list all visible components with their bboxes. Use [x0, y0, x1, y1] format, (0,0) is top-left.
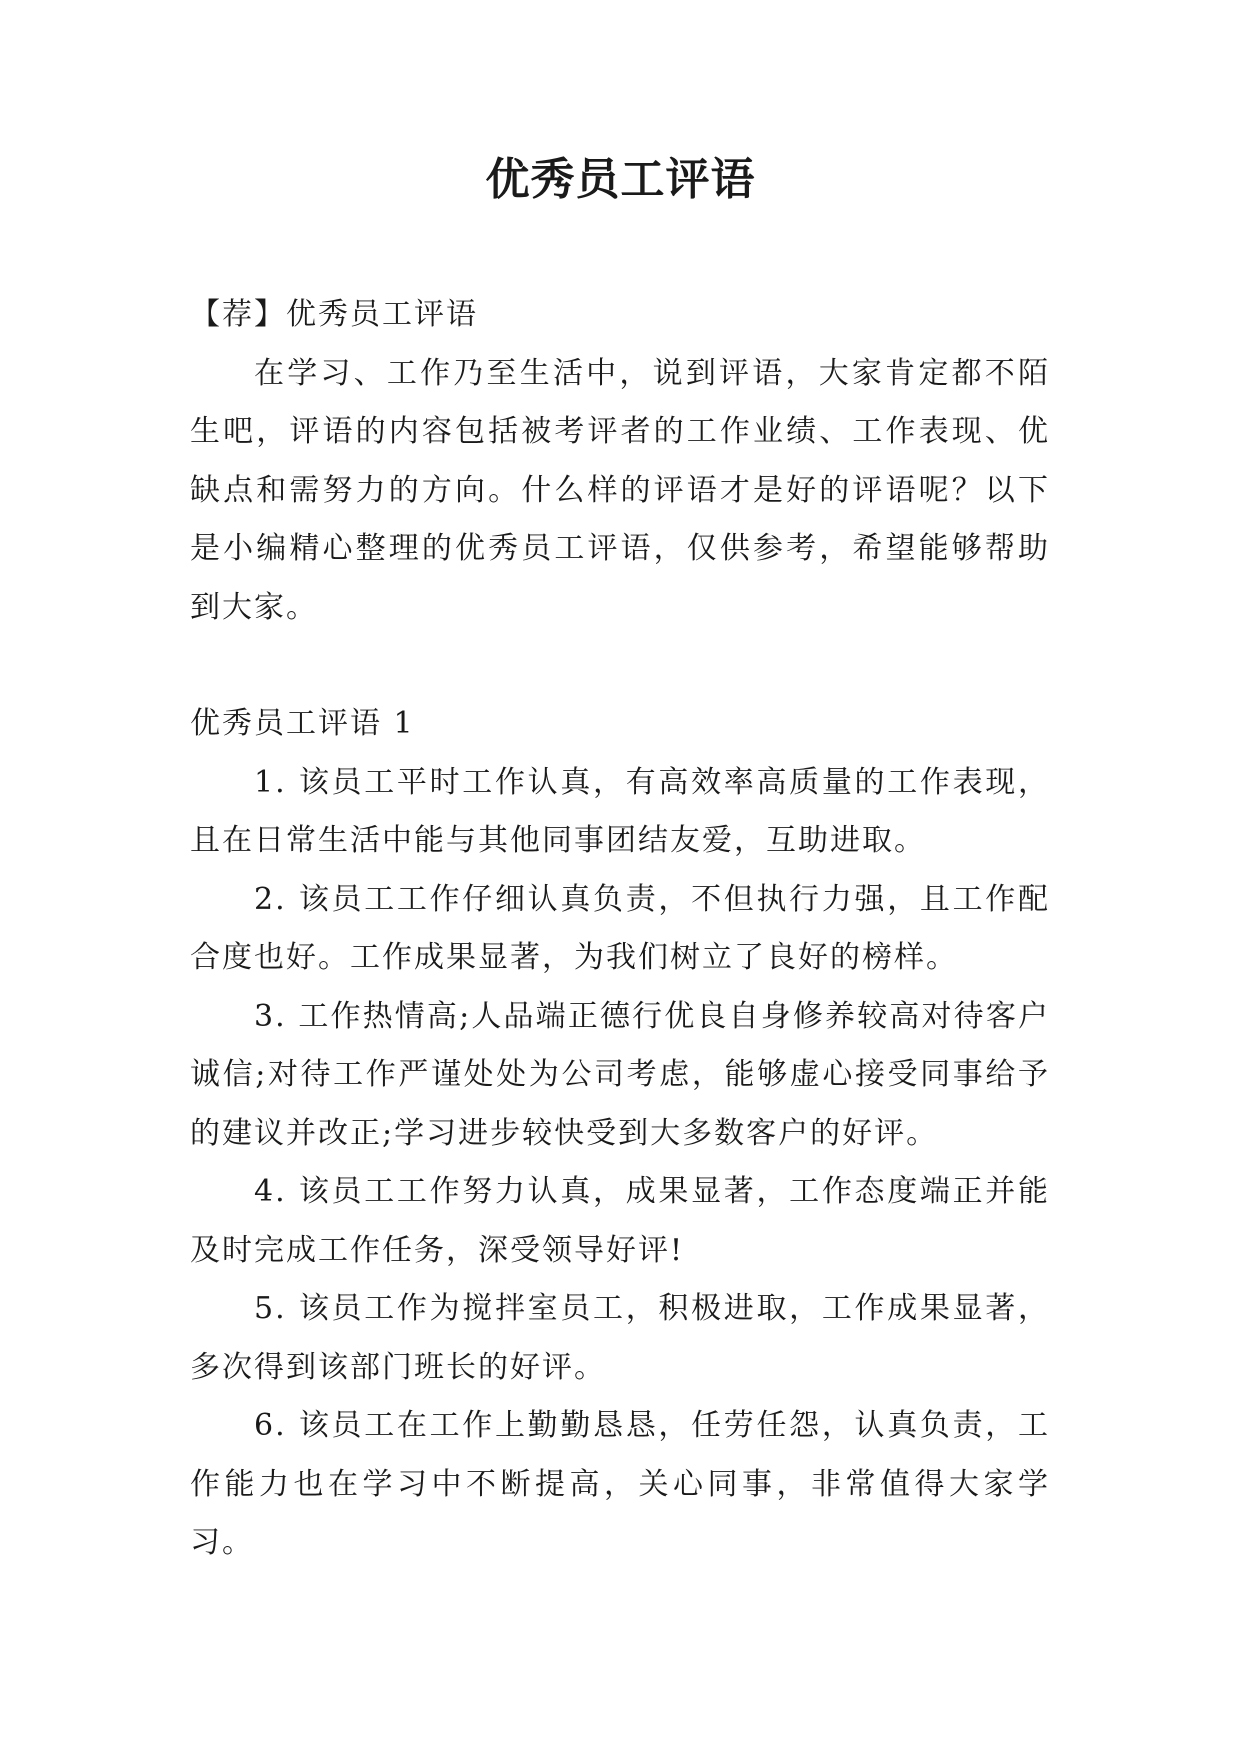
- section-spacer: [190, 637, 1050, 695]
- intro-paragraph: 在学习、工作乃至生活中，说到评语，大家肯定都不陌生吧，评语的内容包括被考评者的工作业绩、工作表现、优缺点和需努力的方向。什么样的评语才是好的评语呢？以下是小编精心整理的优秀员工评语，仅供参考，希望能够帮助到大家。: [190, 355, 1050, 625]
- list-item: 6. 该员工在工作上勤勤恳恳，任劳任怨，认真负责，工作能力也在学习中不断提高，关心同事，非常值得大家学习。: [190, 1408, 1050, 1560]
- list-item: 3. 工作热情高;人品端正德行优良自身修养较高对待客户诚信;对待工作严谨处处为公司考虑，能够虚心接受同事给予的建议并改正;学习进步较快受到大多数客户的好评。: [190, 998, 1050, 1151]
- page-title: 优秀员工评语: [485, 154, 756, 205]
- list-item: 5. 该员工作为搅拌室员工，积极进取，工作成果显著，多次得到该部门班长的好评。: [190, 1291, 1050, 1385]
- list-item: 4. 该员工工作努力认真，成果显著，工作态度端正并能及时完成工作任务，深受领导好评!: [190, 1174, 1050, 1268]
- list-item: 1. 该员工平时工作认真，有高效率高质量的工作表现，且在日常生活中能与其他同事团结友爱，互助进取。: [190, 764, 1050, 858]
- list-item: 2. 该员工工作仔细认真负责，不但执行力强，且工作配合度也好。工作成果显著，为我们树立了良好的榜样。: [190, 881, 1050, 975]
- document-subtitle: 【荐】优秀员工评语: [190, 297, 478, 332]
- section-heading: 优秀员工评语 1: [190, 706, 415, 741]
- document-body: [190, 286, 1050, 1573]
